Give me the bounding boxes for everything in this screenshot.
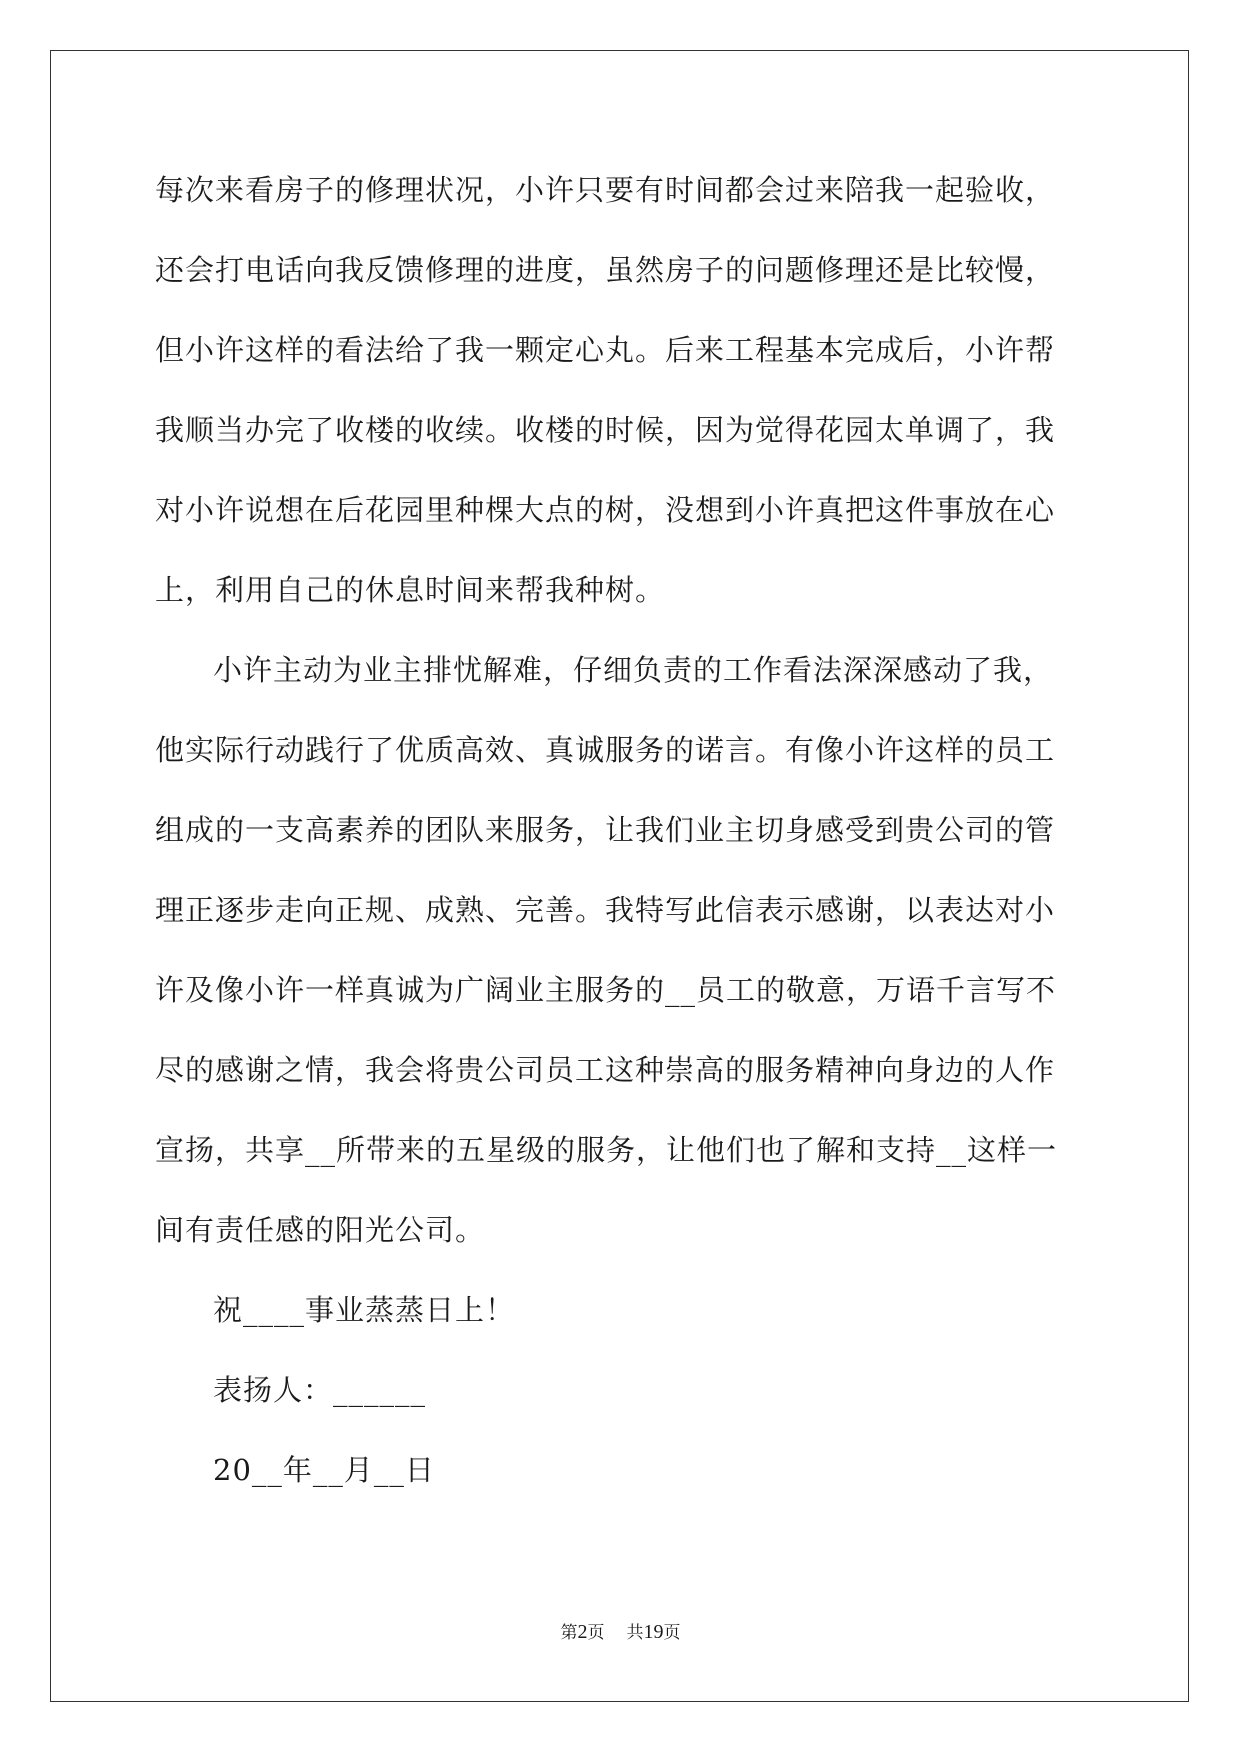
text-line: 组成的一支高素养的团队来服务，让我们业主切身感受到贵公司的管 — [155, 813, 1056, 847]
text-line: 尽的感谢之情，我会将贵公司员工这种崇高的服务精神向身边的人作 — [155, 1053, 1056, 1087]
page-suffix: 页 — [587, 1623, 605, 1642]
text-line: 但小许这样的看法给了我一颗定心丸。后来工程基本完成后，小许帮 — [155, 333, 1056, 367]
text-line: 对小许说想在后花园里种棵大点的树，没想到小许真把这件事放在心 — [155, 493, 1056, 527]
text-line: 每次来看房子的修理状况，小许只要有时间都会过来陪我一起验收， — [155, 173, 1056, 207]
closing-wish: 祝____事业蒸蒸日上！ — [213, 1293, 516, 1327]
text-line: 我顺当办完了收楼的收续。收楼的时候，因为觉得花园太单调了，我 — [155, 413, 1056, 447]
page-number: 2 — [577, 1621, 588, 1643]
paragraph-start-line: 小许主动为业主排忧解难，仔细负责的工作看法深深感动了我， — [213, 653, 1054, 687]
text-line: 宣扬，共享__所带来的五星级的服务，让他们也了解和支持__这样一 — [155, 1133, 1058, 1167]
text-line: 他实际行动践行了优质高效、真诚服务的诺言。有像小许这样的员工 — [155, 733, 1056, 767]
date-line: 20__年__月__日 — [213, 1453, 435, 1487]
page-prefix: 第 — [560, 1623, 578, 1642]
total-suffix: 页 — [663, 1623, 681, 1642]
text-line: 间有责任感的阳光公司。 — [155, 1213, 486, 1247]
signature-line: 表扬人：______ — [213, 1373, 427, 1407]
text-line: 许及像小许一样真诚为广阔业主服务的__员工的敬意，万语千言写不 — [155, 973, 1057, 1007]
letter-body — [155, 150, 1095, 1510]
text-line: 理正逐步走向正规、成熟、完善。我特写此信表示感谢，以表达对小 — [155, 893, 1056, 927]
page-footer — [0, 1618, 1241, 1644]
total-pages: 19 — [643, 1621, 664, 1643]
total-prefix: 共 — [626, 1623, 644, 1642]
text-line: 还会打电话向我反馈修理的进度，虽然房子的问题修理还是比较慢， — [155, 253, 1056, 287]
text-line: 上，利用自己的休息时间来帮我种树。 — [155, 573, 666, 607]
